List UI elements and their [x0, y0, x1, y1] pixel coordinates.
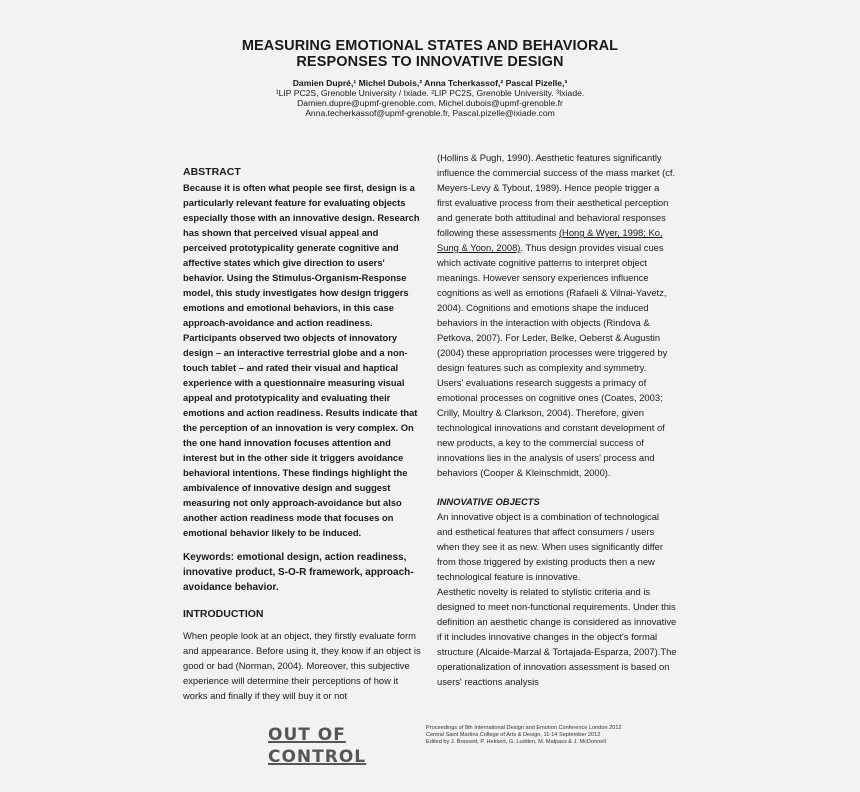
right-column [437, 150, 677, 689]
title-line-1: MEASURING EMOTIONAL STATES AND BEHAVIORAL [241, 38, 619, 54]
keywords: Keywords: emotional design, action readiness, innovative product, S-O-R framework, approach-avoidance behavior. [183, 552, 414, 593]
title-line-2: RESPONSES TO INNOVATIVE DESIGN [296, 54, 564, 70]
right-paragraph-4: Aesthetic novelty is related to stylistic criteria and is designed to meet non-functional requirements. Under this definition an aesthetic change is considered as innovative if it includes innovative changes in the object's formal structure (Alcaide-Marzal & Tortajada-Esparza, 2007).The operationalization of innovation assessment is based on users' reactions analysis [437, 586, 677, 687]
citation-link[interactable]: (Hong & Wyer, 1998; Ko, Sung & Yoon, 2008) [437, 227, 663, 253]
right-paragraph-1 [437, 150, 677, 375]
footer-line-3: Edited by J. Brassett, P. Hekkert, G. Ludden, M. Malpass & J. McDonnell [426, 739, 606, 745]
left-column [183, 165, 421, 703]
author-block [0, 78, 860, 118]
introduction-body: When people look at an object, they firstly evaluate form and appearance. Before using it, they know if an object is good or bad (Norman, 2004). Moreover, this subjective experience will determine their perceptions of how it works and finally if they will buy it or not [183, 630, 421, 701]
conference-logo [268, 724, 418, 767]
footer-line-2: Central Saint Martins College of Arts & Design, 11-14 September 2012 [426, 732, 601, 738]
logo-text: OUT OF CONTROL [268, 725, 367, 767]
footer-line-1: Proceedings of 8th International Design and Emotion Conference London 2012 [426, 725, 622, 731]
right-paragraph-2: Users' evaluations research suggests a primacy of emotional processes on cognitive ones (Coates, 2003; Crilly, Moultry & Clarkson, 2004). Therefore, given technological innovations and constant development of new products, a key to the commercial success of innovations lies in the analysis of users' process and behaviors (Cooper & Kleinschmidt, 2000). [437, 377, 665, 478]
author-names: Damien Dupré,¹ Michel Dubois,² Anna Tcherkassof,² Pascal Pizelle,³ [292, 78, 568, 88]
right-paragraph-1-start: (Hollins & Pugh, 1990). Aesthetic features significantly influence the commercial success of the mass market (cf. Meyers-Levy & Tybout, 1989). Hence people trigger a first evaluative process from their aesthetical perception and generate both attitudinal and behavioral responses following these assessments [437, 152, 676, 238]
author-affiliations: ¹LIP PC2S, Grenoble University / Ixiade. ²LIP PC2S, Grenoble University. ³Ixiade. [275, 88, 585, 98]
innovative-objects-heading: INNOVATIVE OBJECTS [437, 496, 540, 507]
right-paragraph-3: An innovative object is a combination of technological and esthetical features that affect consumers / users when they see it as new. When uses significantly differ from those triggered by existing products then a new technological feature is innovative. [437, 511, 663, 582]
abstract-body: Because it is often what people see first, design is a particularly relevant feature for evaluating objects especially those with an innovative design. Research has shown that perceived visual appeal and perceived prototypicality generate cognitive and affective states which give direction to users' behavior. Using the Stimulus-Organism-Response model, this study investigates how design triggers emotions and emotional behaviors, in this case approach-avoidance and action readiness. Participants observed two objects of innovatory design – an interactive terrestrial globe and a non-touch tablet – and rated their visual and haptical experience with a questionnaire measuring visual appeal and prototypicality and evaluating their emotions and action readiness. Results indicate that the perception of an innovation is very complex. On the one hand innovation focuses attention and interest but in the other side it triggers avoidance behavioral intentions. These findings highlight the ambivalence of innovative design and suggest measuring not only approach-avoidance but also another action readiness mode that focuses on emotional behavior likely to be induced. [183, 182, 420, 538]
introduction-heading: INTRODUCTION [183, 608, 264, 620]
author-emails-2: Anna.techerkassof@upmf-grenoble.fr, Pascal.pizelle@ixiade.com [305, 108, 555, 118]
author-emails-1: Damien.dupre@upmf-grenoble.com, Michel.dubois@upmf-grenoble.fr [297, 98, 563, 108]
proceedings-footer [426, 725, 686, 746]
right-paragraph-1-end: . Thus design provides visual cues which activate cognitive patterns to interpret object meanings. However sensory experiences influence cognitions as well as emotions (Rafaeli & Vilnai-Yavetz, 2004). Cognitions and emotions shape the induced behaviors in the interaction with objects (Rindova & Petkova, 2007). For Leder, Belke, Oeberst & Augustin (2004) these appropriation processes were triggered by design features such as complexity and symmetry. [437, 242, 668, 373]
abstract-heading: ABSTRACT [183, 166, 241, 178]
paper-title [0, 38, 860, 70]
